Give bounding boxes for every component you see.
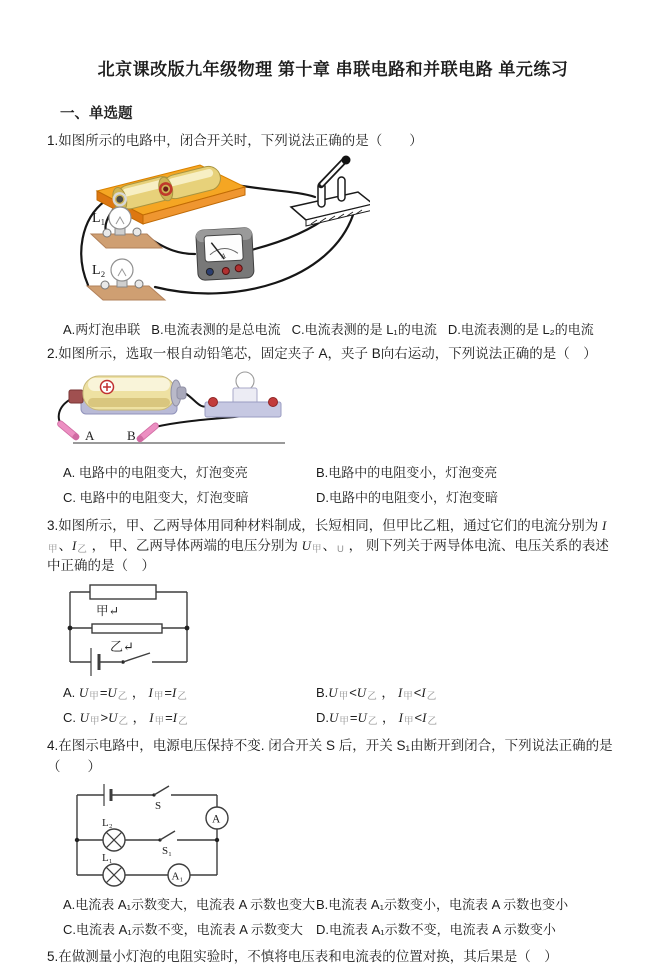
switch-s1-icon xyxy=(158,831,175,842)
q3-option-a: A. U甲=U乙 ， I甲=I乙 xyxy=(63,685,187,703)
q4-option-b: B.电流表 A₁示数变小，电流表 A 示数也变小 xyxy=(316,896,569,912)
junction-dot xyxy=(215,838,219,842)
q4-option-c: C.电流表 A₁示数不变，电流表 A 示数变大 xyxy=(63,921,303,937)
junction-dot xyxy=(68,626,73,631)
svg-text:A: A xyxy=(220,252,227,261)
q1-option-d: D.电流表测的是 L₂的电流 xyxy=(447,322,594,338)
q2-option-b: B.电路中的电阻变小，灯泡变亮 xyxy=(316,464,498,480)
question-5-text: 5.在做测量小灯泡的电阻实验时，不慎将电压表和电流表的位置对换，其后果是（ ） xyxy=(47,948,558,964)
ammeter-a-label: A xyxy=(212,813,221,826)
resistor-yi-icon xyxy=(92,624,162,633)
clip-a-label: A xyxy=(85,427,95,443)
q2-option-d: D.电路中的电阻变小，灯泡变暗 xyxy=(316,489,499,505)
switch-s1-label: S₁ xyxy=(162,844,172,857)
q1-options xyxy=(63,319,619,338)
q4-option-d: D.电流表 A₁示数不变，电流表 A 示数变小 xyxy=(316,921,556,937)
q2-option-a: A. 电路中的电阻变大，灯泡变亮 xyxy=(63,464,248,480)
switch-s-label: S xyxy=(155,799,162,812)
circuit-wires xyxy=(77,795,217,875)
ammeter-a1-label: A₁ xyxy=(171,870,184,883)
q2-pencil-lead-figure xyxy=(55,371,619,456)
lamp-l2-label: L₂ xyxy=(102,816,113,829)
q3-options xyxy=(63,682,619,726)
q2-option-c: C. 电路中的电阻变大，灯泡变暗 xyxy=(63,489,249,505)
q1-option-c: C.电流表测的是 L₁的电流 xyxy=(291,322,437,338)
q4-circuit-diagram-figure xyxy=(67,780,619,888)
resistor-jia-icon xyxy=(90,585,156,599)
q3-option-d: D.U甲=U乙 ， I甲<I乙 xyxy=(316,710,437,728)
q3-option-b: B.U甲<U乙 ， I甲<I乙 xyxy=(316,685,437,703)
junction-dot xyxy=(75,838,79,842)
q3-option-c: C. U甲>U乙 ， I甲=I乙 xyxy=(63,710,188,728)
switch-icon xyxy=(121,653,150,664)
q4-option-a: A.电流表 A₁示数变大，电流表 A 示数也变大 xyxy=(63,896,316,912)
cell-icon xyxy=(91,648,99,676)
resistor-jia-label: 甲↵ xyxy=(96,604,119,619)
question-2-text: 2.如图所示，选取一根自动铅笔芯，固定夹子 A，夹子 B向右运动，下列说法正确的是（ ） xyxy=(47,346,597,362)
page-title: 北京课改版九年级物理 第十章 串联电路和并联电路 单元练习 xyxy=(97,60,569,79)
lamp-l1-label: L₁ xyxy=(102,851,113,864)
q1-circuit-photo-figure xyxy=(75,155,619,313)
clip-b-icon xyxy=(136,421,160,442)
switch-s-icon xyxy=(152,786,169,797)
clip-a-icon xyxy=(56,419,80,440)
clip-b-label: B xyxy=(127,427,136,443)
ammeter-icon xyxy=(196,228,255,281)
question-4-text: 4.在图示电路中，电源电压保持不变. 闭合开关 S 后，开关 S₁由断开到闭合，下列说法正确的是（ ） xyxy=(47,738,613,774)
q3-circuit-diagram-figure xyxy=(62,584,619,676)
lamp-l1-icon xyxy=(103,864,125,886)
lamp-on-stand-icon xyxy=(205,372,281,417)
svg-text:L₂: L₂ xyxy=(92,263,106,279)
cell-icon xyxy=(104,784,111,806)
q2-options xyxy=(63,462,619,506)
lamp-l2-icon xyxy=(103,829,125,851)
q4-options xyxy=(63,894,619,938)
section-heading: 一、单选题 xyxy=(60,106,133,122)
question-1-text: 1.如图所示的电路中，闭合开关时，下列说法正确的是（ ） xyxy=(47,133,423,148)
switch-icon xyxy=(291,156,370,227)
junction-dot xyxy=(185,626,190,631)
q1-option-a: A.两灯泡串联 xyxy=(63,322,141,338)
svg-text:L₁: L₁ xyxy=(92,211,106,227)
battery-icon xyxy=(69,376,186,414)
q1-option-b: B.电流表测的是总电流 xyxy=(151,322,281,338)
question-3-text: 3.如图所示，甲、乙两导体用同种材料制成，长短相同，但甲比乙粗，通过它们的电流分别为 I甲、I乙 ， 甲、乙两导体两端的电压分别为 U甲、U ， 则下列关于两导体电流、电压关系的表述中正确的是（ ） xyxy=(47,517,609,573)
resistor-yi-label: 乙↵ xyxy=(110,639,134,655)
lamp-l2-icon xyxy=(87,259,165,300)
